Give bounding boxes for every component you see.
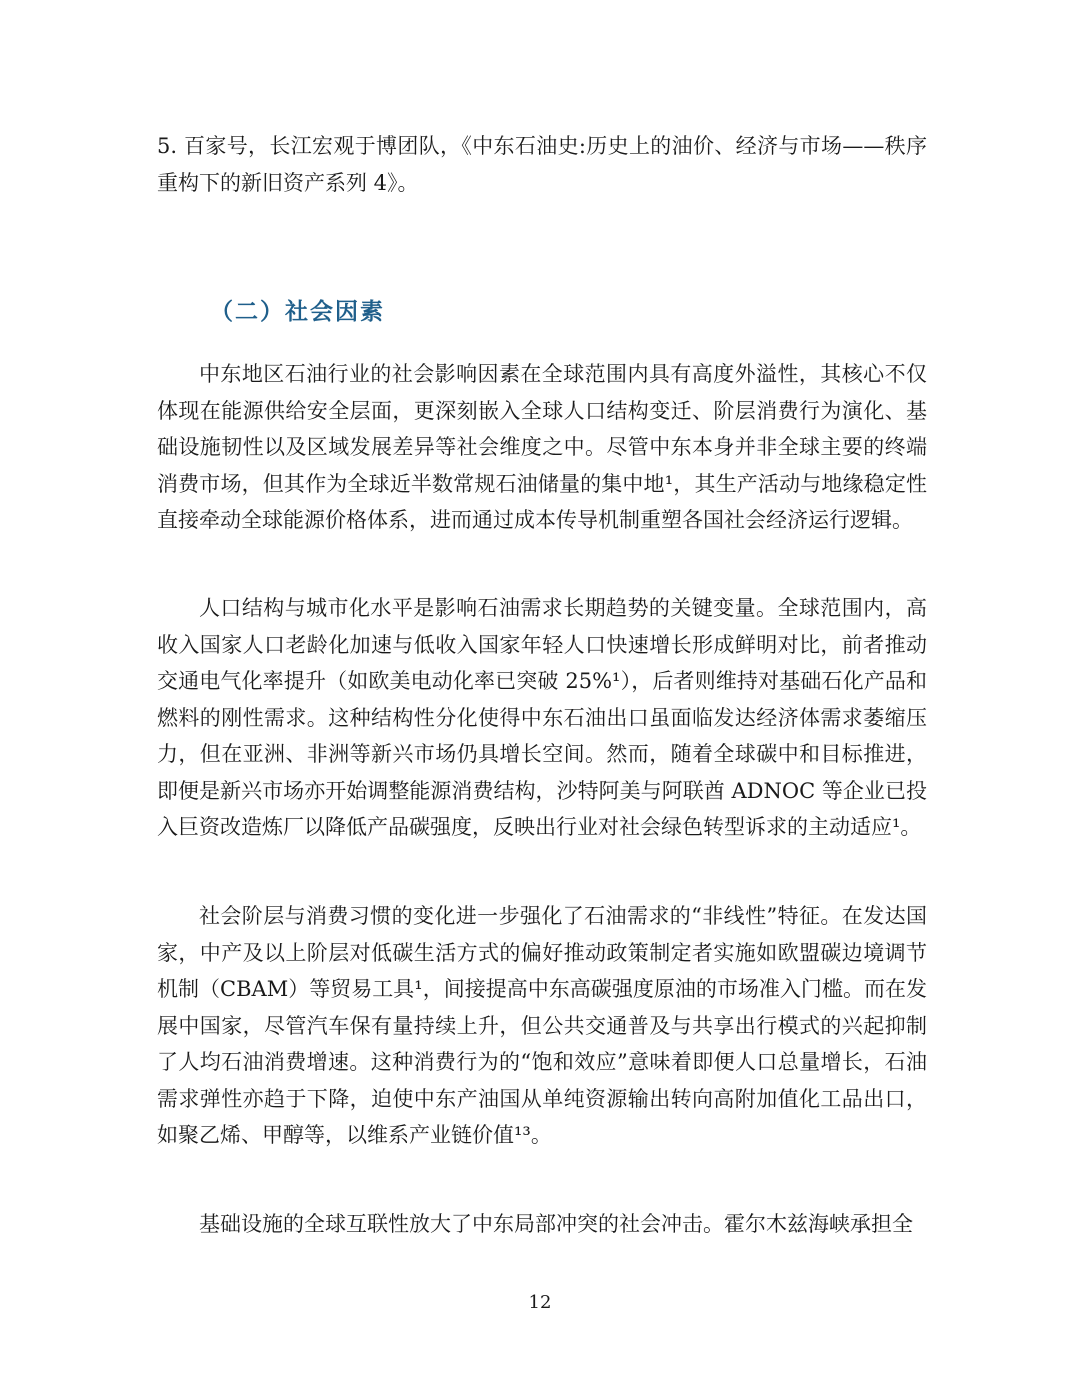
page-number: 12 xyxy=(528,1292,552,1313)
paragraph: 基础设施的全球互联性放大了中东局部冲突的社会冲击。霍尔木兹海峡承担全 xyxy=(199,1212,913,1236)
paragraph: 社会阶层与消费习惯的变化进一步强化了石油需求的“非线性”特征。在发达国家，中产及以上阶层对低碳生活方式的偏好推动政策制定者实施如欧盟碳边境调节机制（CBAM）等贸易工具¹，间接提高中东高碳强度原油的市场准入门槛。而在发展中国家，尽管汽车保有量持续上升，但公共交通普及与共享出行模式的兴起抑制了人均石油消费增速。这种消费行为的“饱和效应”意味着即便人口总量增长，石油需求弹性亦趋于下降，迫使中东产油国从单纯资源输出转向高附加值化工品出口，如聚乙烯、甲醇等，以维系产业链价值¹³。 xyxy=(157,904,927,1147)
reference-note: 5. 百家号，长江宏观于博团队，《中东石油史:历史上的油价、经济与市场——秩序重构下的新旧资产系列 4》。 xyxy=(157,134,927,195)
section-heading: （二）社会因素 xyxy=(210,298,385,325)
paragraph: 人口结构与城市化水平是影响石油需求长期趋势的关键变量。全球范围内，高收入国家人口老龄化加速与低收入国家年轻人口快速增长形成鲜明对比，前者推动交通电气化率提升（如欧美电动化率已突破 25%¹），后者则维持对基础石化产品和燃料的刚性需求。这种结构性分化使得中东石油出口虽面临发达经济体需求萎缩压力，但在亚洲、非洲等新兴市场仍具增长空间。然而，随着全球碳中和目标推进，即便是新兴市场亦开始调整能源消费结构，沙特阿美与阿联酋 ADNOC 等企业已投入巨资改造炼厂以降低产品碳强度，反映出行业对社会绿色转型诉求的主动适应¹。 xyxy=(157,596,927,839)
paragraph: 中东地区石油行业的社会影响因素在全球范围内具有高度外溢性，其核心不仅体现在能源供给安全层面，更深刻嵌入全球人口结构变迁、阶层消费行为演化、基础设施韧性以及区域发展差异等社会维度之中。尽管中东本身并非全球主要的终端消费市场，但其作为全球近半数常规石油储量的集中地¹，其生产活动与地缘稳定性直接牵动全球能源价格体系，进而通过成本传导机制重塑各国社会经济运行逻辑。 xyxy=(157,362,927,532)
